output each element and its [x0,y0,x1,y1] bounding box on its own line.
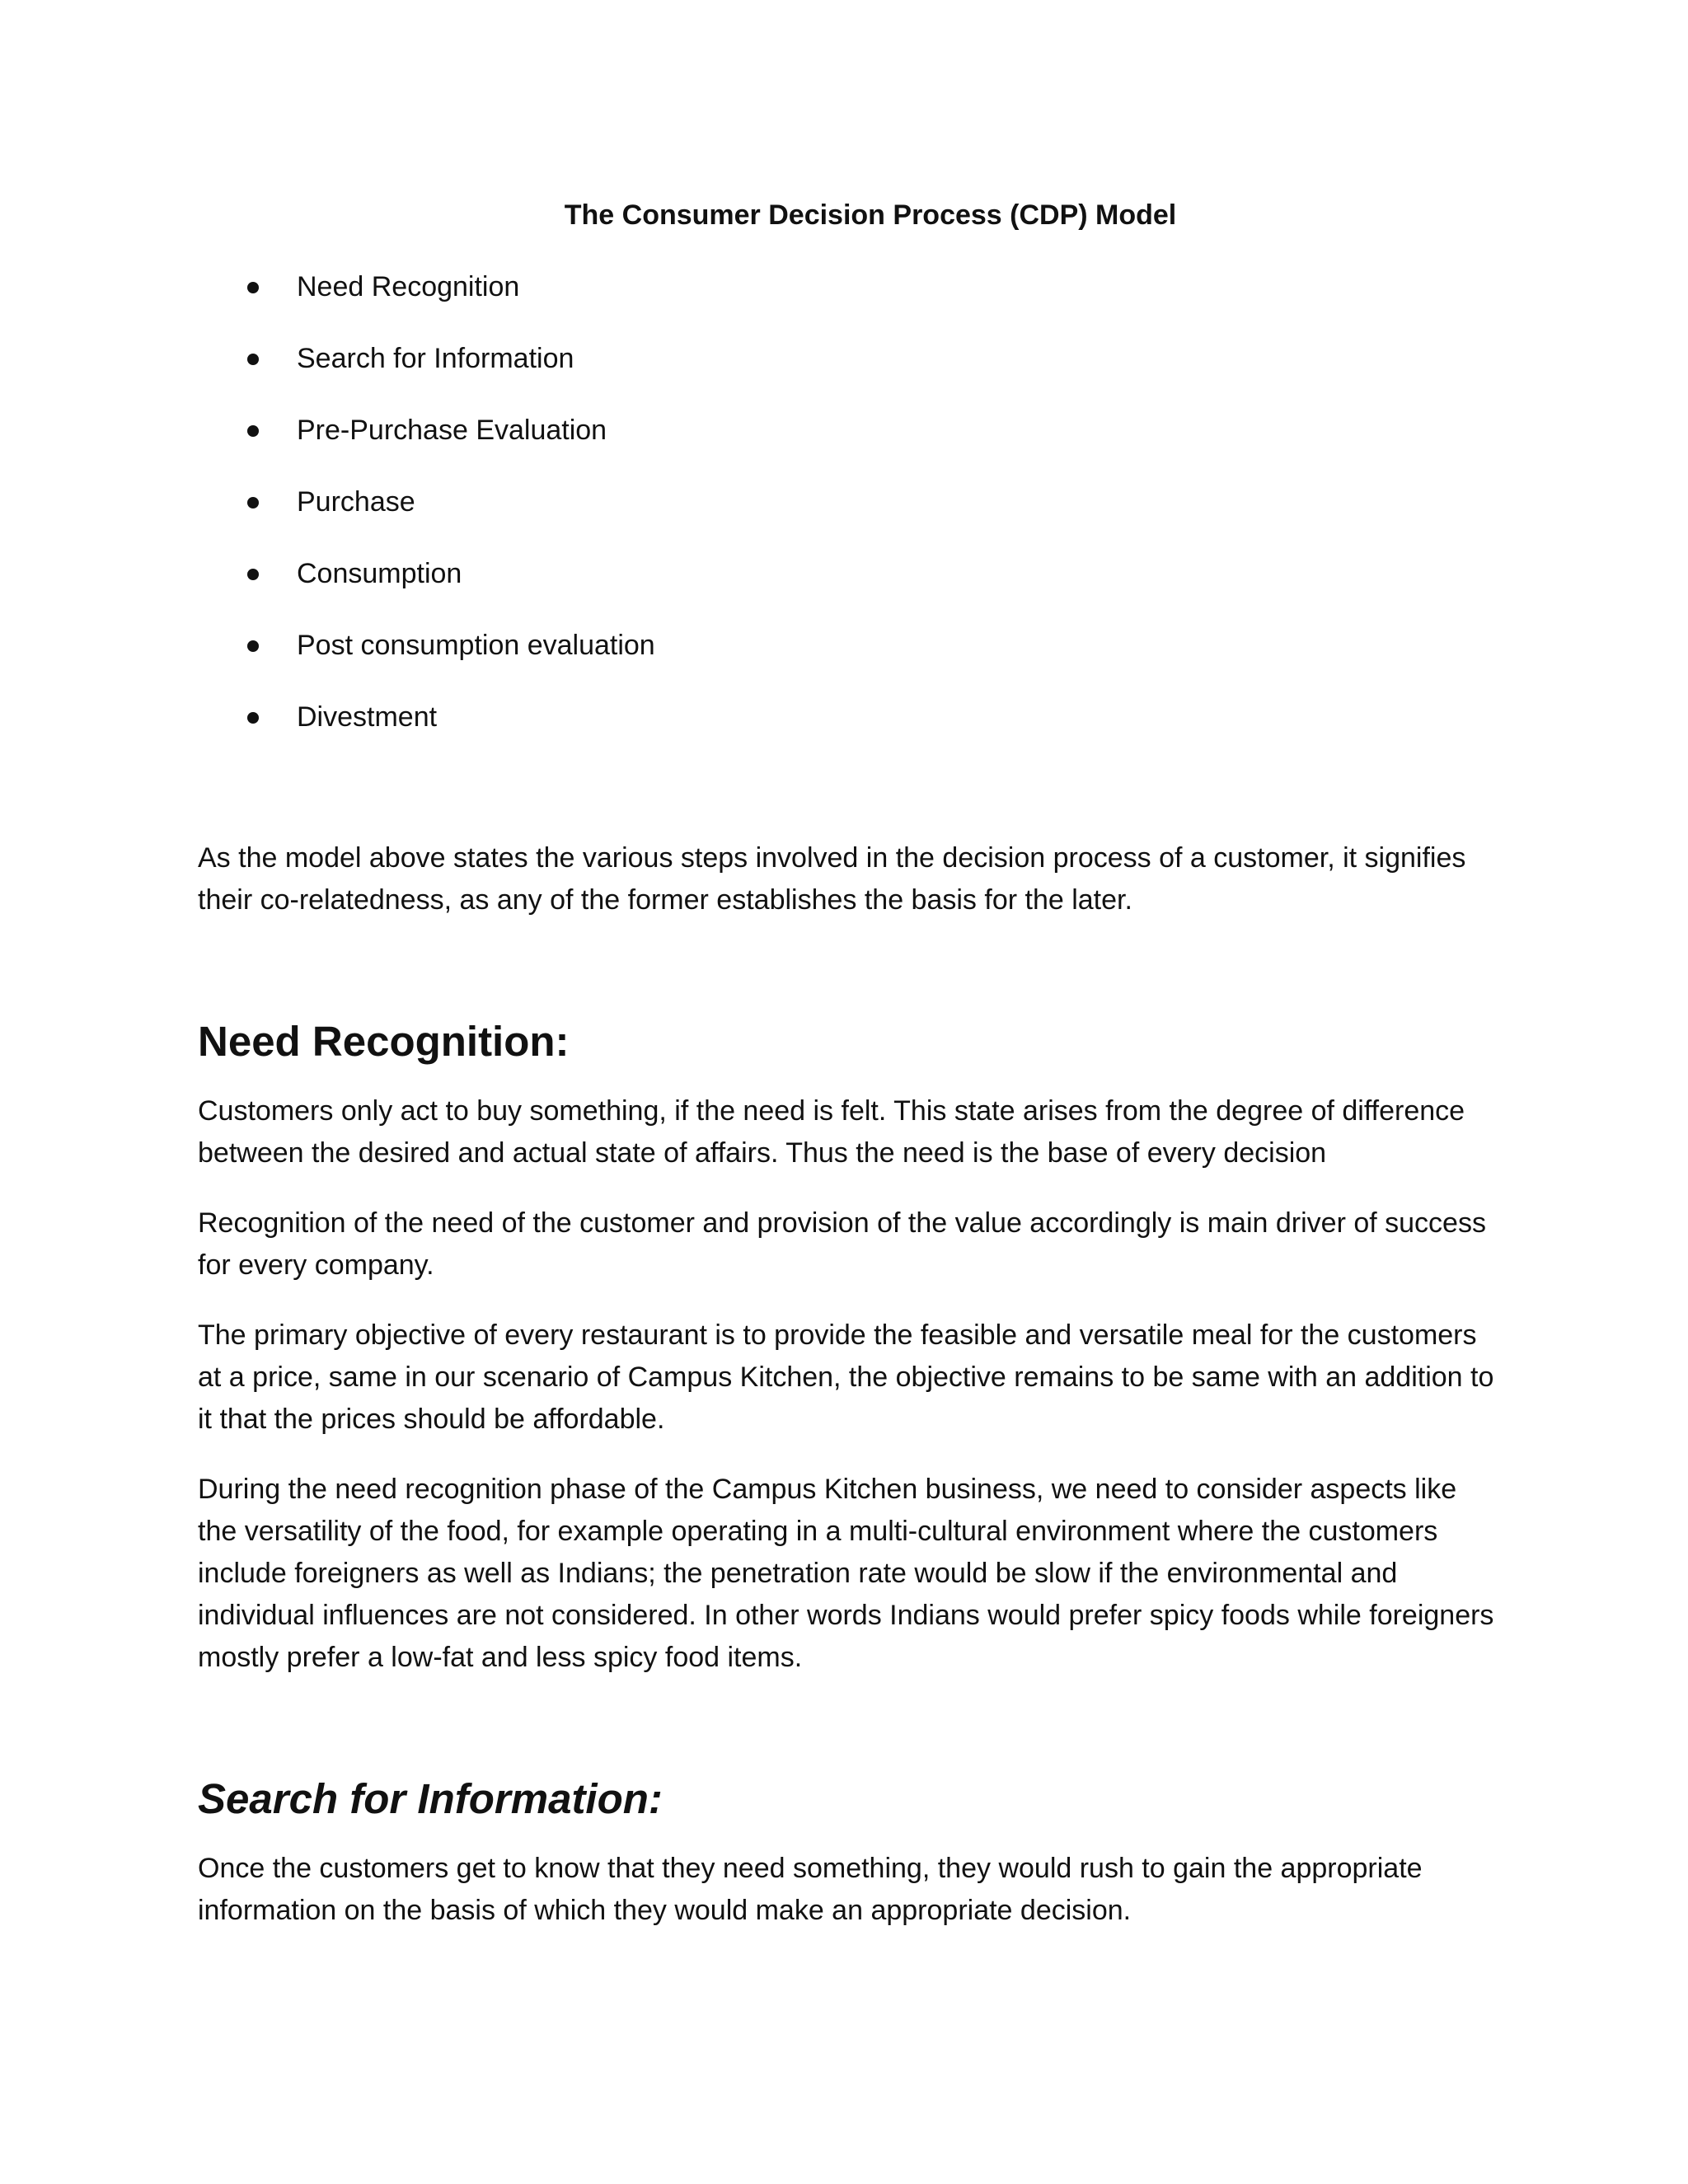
list-item-label: Pre-Purchase Evaluation [297,415,607,446]
list-item [198,266,1500,308]
bullet-icon [247,282,259,293]
section-heading-need-recognition: Need Recognition: [198,1018,570,1065]
bullet-icon [247,569,259,580]
bullet-icon [247,497,259,509]
body-paragraph: Recognition of the need of the customer and provision of the value accordingly is main driver of success for every company. [198,1207,1486,1281]
body-paragraph: During the need recognition phase of the Campus Kitchen business, we need to consider aspects like the versatility of the food, for example operating in a multi-cultural environment where the customers include foreigners as well as Indians; the penetration rate would be slow if the environmental and individual influences are not considered. In other words Indians would prefer spicy foods while foreigners mostly prefer a low-fat and less spicy food items. [198,1474,1494,1673]
list-item-label: Consumption [297,558,462,589]
body-paragraph: Once the customers get to know that they need something, they would rush to gain the appropriate information on the basis of which they would make an appropriate decision. [198,1853,1423,1926]
section-heading-search-for-information: Search for Information: [198,1775,663,1822]
list-item [198,553,1500,595]
list-item-label: Purchase [297,486,415,518]
list-item-label: Divestment [297,701,438,733]
body-paragraph: The primary objective of every restaurant is to provide the feasible and versatile meal for the customers at a price, same in our scenario of Campus Kitchen, the objective remains to be same with an addition to it that the prices should be affordable. [198,1319,1494,1435]
section-search-for-information [198,1848,1500,1932]
list-item [198,338,1500,380]
list-item [198,481,1500,523]
bullet-icon [247,354,259,365]
bullet-icon [247,425,259,437]
document-content [198,194,1500,1932]
list-item-label: Search for Information [297,343,574,374]
bullet-icon [247,712,259,724]
body-paragraph: Customers only act to buy something, if the need is felt. This state arises from the degree of difference between the desired and actual state of affairs. Thus the need is the base of every decision [198,1095,1465,1169]
intro-paragraph: As the model above states the various steps involved in the decision process of a customer, it signifies their co-relatedness, as any of the former establishes the basis for the later. [198,842,1466,916]
bullet-icon [247,640,259,652]
document-title: The Consumer Decision Process (CDP) Model [564,199,1177,231]
cdp-steps-list [198,266,1500,738]
section-need-recognition [198,1090,1500,1679]
list-item [198,696,1500,738]
list-item-label: Need Recognition [297,271,520,302]
list-item [198,410,1500,452]
list-item-label: Post consumption evaluation [297,630,655,661]
list-item [198,625,1500,667]
